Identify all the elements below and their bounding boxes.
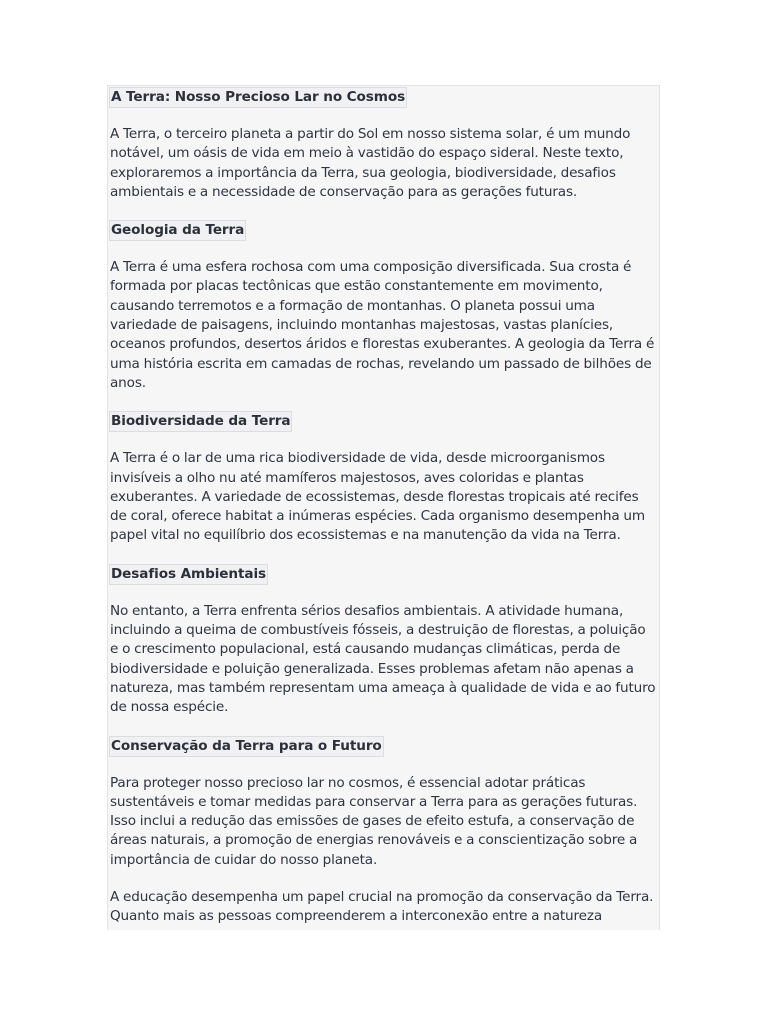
section-heading-biodiversidade: Biodiversidade da Terra xyxy=(109,411,292,432)
section-heading-conservacao: Conservação da Terra para o Futuro xyxy=(109,736,384,757)
paragraph-desafios: No entanto, a Terra enfrenta sérios desafios ambientais. A atividade humana, incluindo a queima de combustíveis fósseis, a destruição de florestas, a poluição e o crescimento populacional, está causando mudanças climáticas, perda de biodiversidade e poluição generalizada. Esses problemas afetam não apenas a natureza, mas também representam uma ameaça à qualidade de vida e ao futuro de nossa espécie. xyxy=(110,602,656,716)
document-content xyxy=(108,86,659,927)
document-page xyxy=(107,85,660,930)
section-heading-geologia: Geologia da Terra xyxy=(109,220,246,241)
document-title: A Terra: Nosso Precioso Lar no Cosmos xyxy=(109,87,407,108)
paragraph-biodiversidade: A Terra é o lar de uma rica biodiversidade de vida, desde microorganismos invisíveis a olho nu até mamíferos majestosos, aves coloridas e plantas exuberantes. A variedade de ecossistemas, desde florestas tropicais até recifes de coral, oferece habitat a inúmeras espécies. Cada organismo desempenha um papel vital no equilíbrio dos ecossistemas e na manutenção da vida na Terra. xyxy=(110,450,645,544)
intro-paragraph: A Terra, o terceiro planeta a partir do Sol em nosso sistema solar, é um mundo notável, um oásis de vida em meio à vastidão do espaço sideral. Neste texto, exploraremos a importância da Terra, sua geologia, biodiversidade, desafios ambientais e a necessidade de conservação para as gerações futuras. xyxy=(110,126,631,200)
paragraph-conservacao-1: Para proteger nosso precioso lar no cosmos, é essencial adotar práticas sustentáveis e tomar medidas para conservar a Terra para as gerações futuras. Isso inclui a redução das emissões de gases de efeito estufa, a conservação de áreas naturais, a promoção de energias renováveis e a conscientização sobre a importância de cuidar do nosso planeta. xyxy=(110,774,638,868)
section-heading-desafios: Desafios Ambientais xyxy=(109,564,268,585)
paragraph-conservacao-2: A educação desempenha um papel crucial na promoção da conservação da Terra. Quanto mais as pessoas compreenderem a interconexão entre a natureza xyxy=(110,889,654,925)
paragraph-geologia: A Terra é uma esfera rochosa com uma composição diversificada. Sua crosta é formada por placas tectônicas que estão constantemente em movimento, causando terremotos e a formação de montanhas. O planeta possui uma variedade de paisagens, incluindo montanhas majestosas, vastas planícies, oceanos profundos, desertos áridos e florestas exuberantes. A geologia da Terra é uma história escrita em camadas de rochas, revelando um passado de bilhões de anos. xyxy=(110,259,655,391)
